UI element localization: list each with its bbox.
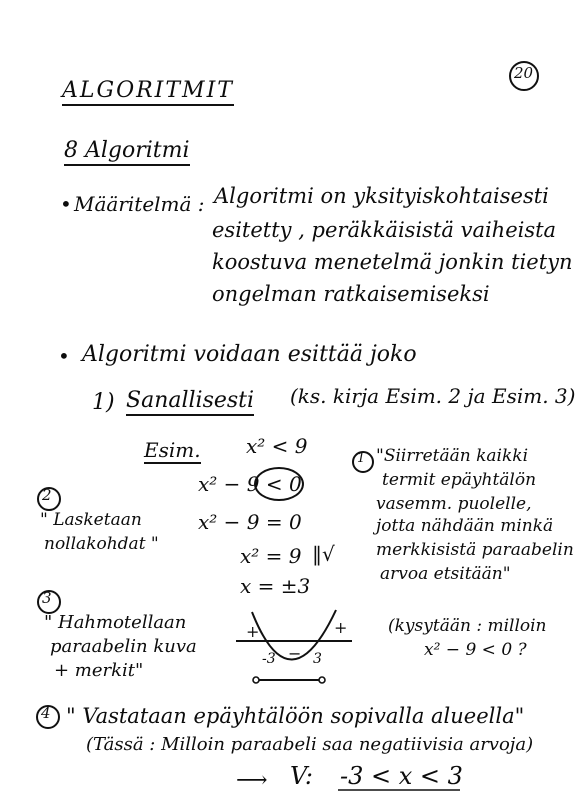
bullet2-line: Algoritmi voidaan esittää joko [82,342,417,367]
parallel-mark: ‖√ [312,542,335,566]
example-step-2: x² − 9 < 0 [198,472,302,496]
book-reference: (ks. kirja Esim. 2 ja Esim. 3) [290,384,576,408]
answer-arrow: ⟶ [236,768,268,793]
definition-line-3: koostuva menetelmä jonkin tietyn [212,250,573,274]
note-2-number: 2 [42,486,52,504]
graph-root-right: 3 [313,651,322,667]
section-heading: 8 Algoritmi [64,140,190,166]
definition-label: Määritelmä : [74,192,205,216]
example-step-1: x² < 9 [246,434,308,458]
note-4-line-2: (Tässä : Milloin paraabeli saa negatiivisia arvoja) [86,734,534,755]
graph-root-left: -3 [262,651,276,667]
bullet-dot: • [58,344,70,368]
graph-plus-left: + [246,622,260,641]
note-4-line-1: " Vastataan epäyhtälöön sopivalla alueella" [66,704,525,728]
note-4-number: 4 [41,704,51,722]
definition-line-2: esitetty , peräkkäisistä vaiheista [212,218,557,242]
note-1-line-5: merkkisistä paraabelin [376,540,574,560]
answer-inequality: -3 < x < 3 [340,762,463,790]
item-1-number: 1) [92,390,115,415]
note-3-number: 3 [42,589,52,607]
example-step-5: x = ±3 [240,574,311,598]
bullet-dot: • [60,192,72,216]
note-3-line-3: + merkit" [54,660,144,681]
example-step-3: x² − 9 = 0 [198,510,302,534]
answer-prefix: V: [290,762,314,790]
page-title: ALGORITMIT [62,80,234,106]
note-1-line-4: jotta nähdään minkä [376,516,554,536]
note-1-line-2: termit epäyhtälön [382,470,537,490]
graph-minus: − [288,644,302,663]
item-1-text: Sanallisesti [126,390,254,416]
note-1-line-6: arvoa etsitään" [380,564,511,584]
graph-plus-right: + [334,618,348,637]
page-number: 20 [514,64,534,82]
question-line-1: (kysytään : milloin [388,616,547,636]
note-2-line-1: " Lasketaan [40,510,142,530]
note-2-line-2: nollakohdat " [44,534,159,554]
note-1-line-1: "Siirretään kaikki [376,446,529,466]
example-step-4: x² = 9 [240,544,302,568]
note-1-number: 1 [357,451,366,466]
example-label: Esim. [144,438,201,462]
note-3-line-1: " Hahmotellaan [44,612,187,633]
note-3-line-2: paraabelin kuva [50,636,197,657]
note-1-line-3: vasemm. puolelle, [376,494,532,514]
definition-line-4: ongelman ratkaisemiseksi [212,282,490,306]
definition-line-1: Algoritmi on yksityiskohtaisesti [214,184,549,208]
question-line-2: x² − 9 < 0 ? [424,640,527,660]
